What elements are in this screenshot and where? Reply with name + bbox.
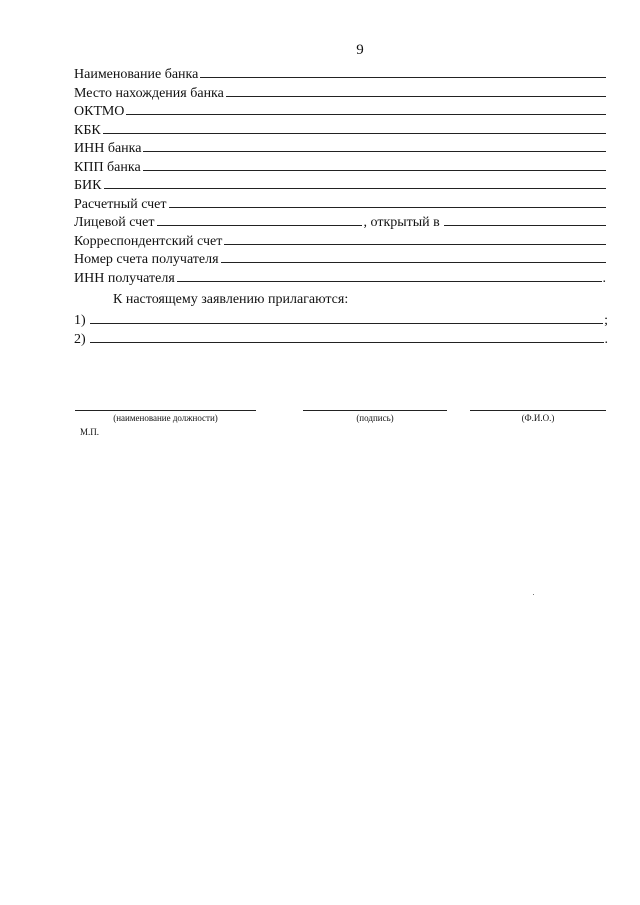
field-label: БИК bbox=[74, 178, 102, 193]
field-label: Место нахождения банка bbox=[74, 85, 224, 101]
attachment-number: 2) bbox=[74, 331, 86, 347]
attachment-suffix: . bbox=[604, 331, 608, 347]
attachment-item bbox=[74, 310, 608, 329]
signature-position-line[interactable] bbox=[75, 400, 256, 411]
field-bank-kpp bbox=[74, 157, 606, 176]
field-blank[interactable] bbox=[226, 83, 606, 97]
field-blank[interactable] bbox=[143, 138, 606, 152]
field-recipient-inn bbox=[74, 268, 606, 287]
field-bank-location bbox=[74, 83, 606, 102]
field-blank[interactable] bbox=[143, 157, 606, 171]
field-personal-account bbox=[74, 212, 606, 231]
field-label: Расчетный счет bbox=[74, 196, 167, 212]
field-label: Номер счета получателя bbox=[74, 252, 219, 267]
stamp-placeholder: М.П. bbox=[80, 427, 100, 437]
field-settlement-account bbox=[74, 194, 606, 213]
page-number: 9 bbox=[356, 42, 364, 58]
bank-details-section bbox=[74, 64, 606, 286]
field-suffix: . bbox=[602, 270, 606, 286]
scan-speck bbox=[533, 594, 534, 595]
field-label: Корреспондентский счет bbox=[74, 233, 223, 249]
field-blank[interactable] bbox=[221, 249, 606, 263]
signature-sign-caption: (подпись) bbox=[356, 413, 394, 423]
signature-name-line[interactable] bbox=[470, 400, 606, 411]
field-blank[interactable] bbox=[177, 268, 602, 282]
attachments-list bbox=[74, 310, 608, 347]
field-blank[interactable] bbox=[169, 194, 606, 208]
field-blank[interactable] bbox=[103, 120, 606, 134]
attachments-heading: К настоящему заявлению прилагаются: bbox=[113, 292, 349, 307]
field-blank[interactable] bbox=[126, 101, 606, 115]
attachment-blank[interactable] bbox=[90, 310, 603, 324]
field-label: Лицевой счет bbox=[74, 215, 155, 230]
attachment-blank[interactable] bbox=[90, 329, 604, 343]
field-label: ИНН получателя bbox=[74, 270, 175, 286]
field-blank-opened-in[interactable] bbox=[444, 212, 606, 226]
field-blank[interactable] bbox=[104, 175, 607, 189]
attachment-item bbox=[74, 329, 608, 348]
signature-position-caption: (наименование должности) bbox=[113, 413, 218, 423]
attachment-number: 1) bbox=[74, 313, 86, 328]
field-recipient-account bbox=[74, 249, 606, 268]
field-kbk bbox=[74, 120, 606, 139]
field-label: ОКТМО bbox=[74, 104, 125, 119]
field-correspondent-account bbox=[74, 231, 606, 250]
field-label: КПП банка bbox=[74, 159, 141, 175]
attachment-suffix: ; bbox=[604, 313, 608, 328]
field-bik bbox=[74, 175, 606, 194]
field-label: ИНН банка bbox=[74, 141, 142, 156]
field-label: Наименование банка bbox=[74, 67, 199, 82]
field-bank-inn bbox=[74, 138, 606, 157]
field-oktmo bbox=[74, 101, 606, 120]
field-blank[interactable] bbox=[157, 212, 362, 226]
field-bank-name bbox=[74, 64, 606, 83]
signature-name-caption: (Ф.И.О.) bbox=[521, 413, 555, 423]
signature-sign-line[interactable] bbox=[303, 400, 447, 411]
field-blank[interactable] bbox=[224, 231, 606, 245]
field-blank[interactable] bbox=[200, 64, 606, 78]
field-label: КБК bbox=[74, 122, 101, 138]
field-middle-label: , открытый в bbox=[363, 215, 440, 230]
